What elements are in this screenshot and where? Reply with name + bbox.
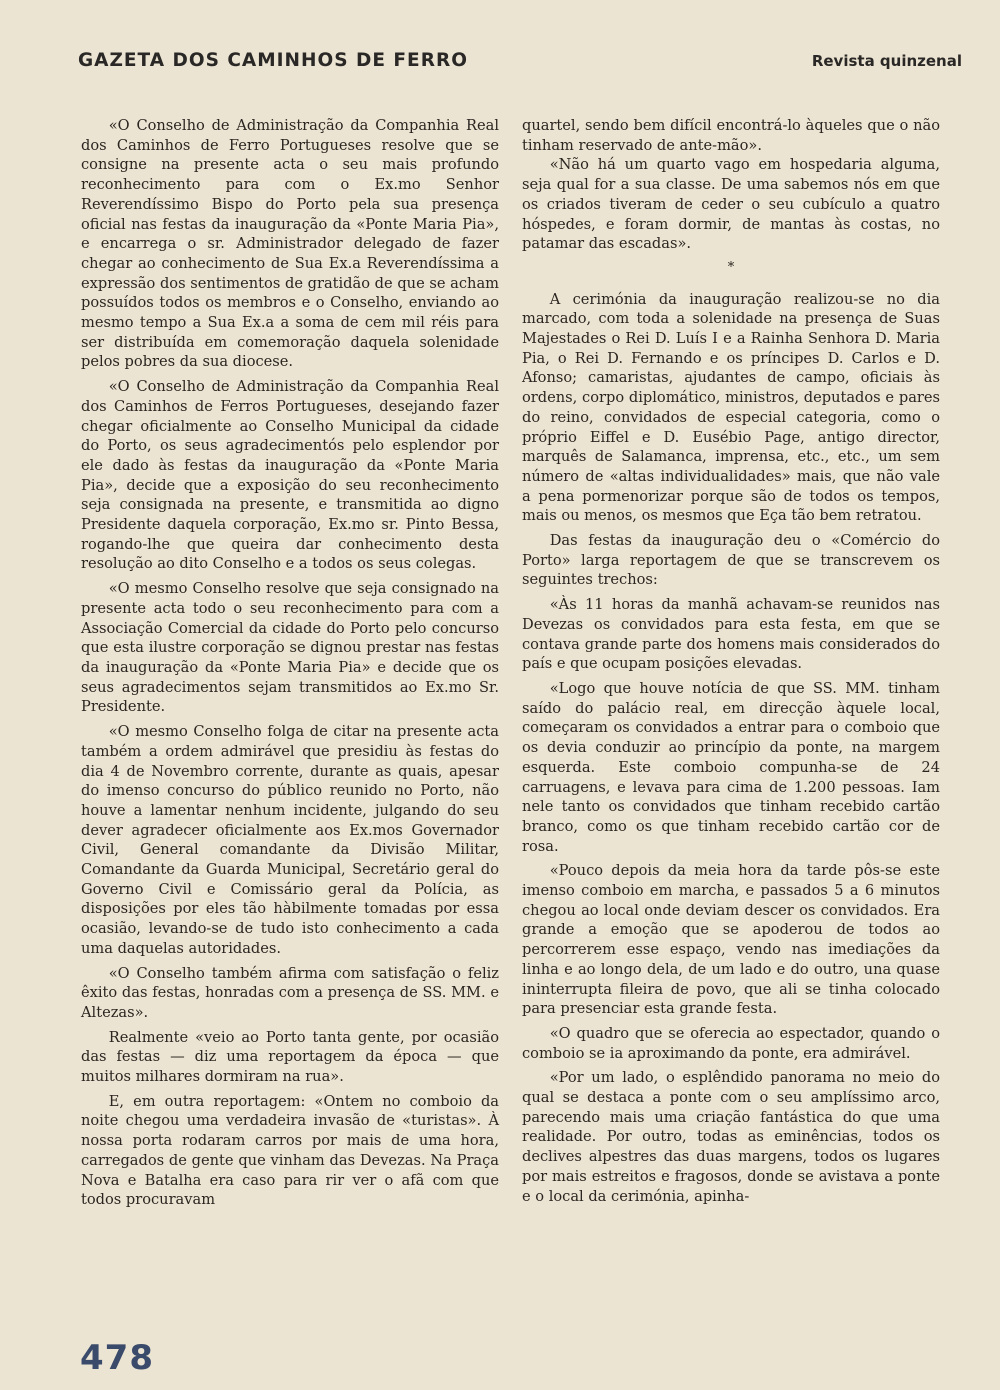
paragraph: «O quadro que se oferecia ao espectador, quando o comboio se ia aproximando da ponte, era admirável. xyxy=(522,1024,940,1062)
paragraph: A cerimónia da inauguração realizou-se no dia marcado, com toda a solenidade na presença de Suas Majestades o Rei D. Luís I e a Rainha Senhora D. Maria Pia, o Rei D. Fernando e os príncipes D. Carlos e D. Afonso; camaristas, ajudantes de campo, oficiais às ordens, corpo diplomático, ministros, deputados e pares do reino, convidados de especial categoria, como o próprio Eiffel e D. Eusébio Page, antigo director, marquês de Salamanca, imprensa, etc., etc., um sem número de «altas individualidades» mais, que não vale a pena pormenorizar porque são de todos os tempos, mais ou menos, os mesmos que Eça tão bem retratou. xyxy=(522,290,940,525)
right-column xyxy=(522,116,940,1206)
paragraph: «O Conselho também afirma com satisfação o feliz êxito das festas, honradas com a presença de SS. MM. e Altezas». xyxy=(81,964,499,1021)
left-column xyxy=(81,116,499,1210)
journal-subtitle: Revista quinzenal xyxy=(811,52,962,70)
paragraph: E, em outra reportagem: «Ontem no comboio da noite chegou uma verdadeira invasão de «turistas». À nossa porta rodaram carros por mais de uma hora, carregados de gente que vinham das Devezas. Na Praça Nova e Batalha era caso para rir ver o afã com que todos procuravam xyxy=(81,1092,499,1209)
paragraph: «O mesmo Conselho resolve que seja consignado na presente acta todo o seu reconhecimento para com a Associação Comercial da cidade do Porto pelo concurso que esta ilustre corporação se dignou prestar nas festas da inauguração da «Ponte Maria Pia» e decide que os seus agradecimentos sejam transmitidos ao Ex.mo Sr. Presidente. xyxy=(81,580,499,716)
paragraph: «O Conselho de Administração da Companhia Real dos Caminhos de Ferros Portugueses, desejando fazer chegar oficialmente ao Conselho Municipal da cidade do Porto, os seus agradecimentós pelo esplendor por ele dado às festas da inauguração da «Ponte Maria Pia», decide que a exposição do seu reconhecimento seja consignada na presente, e transmitida ao digno Presidente daquela corporação, Ex.mo sr. Pinto Bessa, rogando-lhe que queira dar conhecimento desta resolução ao dito Conselho e a todos os seus colegas. xyxy=(81,378,499,573)
paragraph: «Não há um quarto vago em hospedaria alguma, seja qual for a sua classe. De uma sabemos nós em que os criados tiveram de ceder o seu cubículo a quatro hóspedes, e foram dormir, de mantas às costas, no patamar das escadas». xyxy=(522,156,940,253)
paragraph: «Às 11 horas da manhã achavam-se reunidos nas Devezas os convidados para esta festa, em que se contava grande parte dos homens mais considerados do país e que ocupam posições elevadas. xyxy=(522,596,940,673)
journal-title: GAZETA DOS CAMINHOS DE FERRO xyxy=(78,50,468,71)
section-separator: * xyxy=(727,259,735,275)
paragraph: Das festas da inauguração deu o «Comércio do Porto» larga reportagem de que se transcrevem os seguintes trechos: xyxy=(522,532,940,589)
paragraph-continuation: quartel, sendo bem difícil encontrá-lo àqueles que o não tinham reservado de ante-mão». xyxy=(522,117,940,154)
paragraph: «O Conselho de Administração da Companhia Real dos Caminhos de Ferro Portugueses resolve que se consigne na presente acta o seu mais profundo reconhecimento para com o Ex.mo Senhor Reverendíssimo Bispo do Porto pela sua presença oficial nas festas da inauguração da «Ponte Maria Pia», e encarrega o sr. Administrador delegado de fazer chegar ao conhecimento de Sua Ex.a Reverendíssima a expressão dos sentimentos de gratidão de que se acham possuídos todos os membros e o Conselho, enviando ao mesmo tempo a Sua Ex.a a soma de cem mil réis para ser distribuída em comemoração daquela solenidade pelos pobres da sua diocese. xyxy=(81,117,499,371)
page-number: 478 xyxy=(80,1338,154,1378)
paragraph: Realmente «veio ao Porto tanta gente, por ocasião das festas — diz uma reportagem da época — que muitos milhares dormiram na rua». xyxy=(81,1028,499,1086)
paragraph: «O mesmo Conselho folga de citar na presente acta também a ordem admirável que presidiu às festas do dia 4 de Novembro corrente, durante as quais, apesar do imenso concurso do público reunido no Porto, não houve a lamentar nenhum incidente, julgando do seu dever agradecer oficialmente aos Ex.mos Governador Civil, General comandante da Divisão Militar, Comandante da Guarda Municipal, Secretário geral do Governo Civil e Comissário geral da Polícia, as disposições por eles tão hàbilmente tomadas por essa ocasião, levando-se de tudo isto conhecimento a cada uma daquelas autoridades. xyxy=(81,723,499,957)
paragraph: «Pouco depois da meia hora da tarde pôs-se este imenso comboio em marcha, e passados 5 a 6 minutos chegou ao local onde deviam descer os convidados. Era grande a emoção que se apoderou de todos ao percorrerem esse espaço, vendo nas imediações da linha e ao longo dela, de um lado e do outro, una quase ininterrupta fileira de povo, que ali se tinha colocado para presenciar esta grande festa. xyxy=(522,862,940,1018)
paragraph: «Logo que houve notícia de que SS. MM. tinham saído do palácio real, em direcção àquele local, começaram os convidados a entrar para o comboio que os devia conduzir ao princípio da ponte, na margem esquerda. Este comboio compunha-se de 24 carruagens, e levava para cima de 1.200 pessoas. Iam nele tanto os convidados que tinham recebido cartão branco, como os que tinham recebido cartão cor de rosa. xyxy=(522,679,940,855)
paragraph: «Por um lado, o esplêndido panorama no meio do qual se destaca a ponte com o seu amplíssimo arco, parecendo mais uma criação fantástica do que uma realidade. Por outro, todas as eminências, todos os declives alpestres das duas margens, todos os lugares por mais estreitos e fragosos, donde se avistava a ponte e o local da cerimónia, apinha- xyxy=(522,1069,940,1205)
